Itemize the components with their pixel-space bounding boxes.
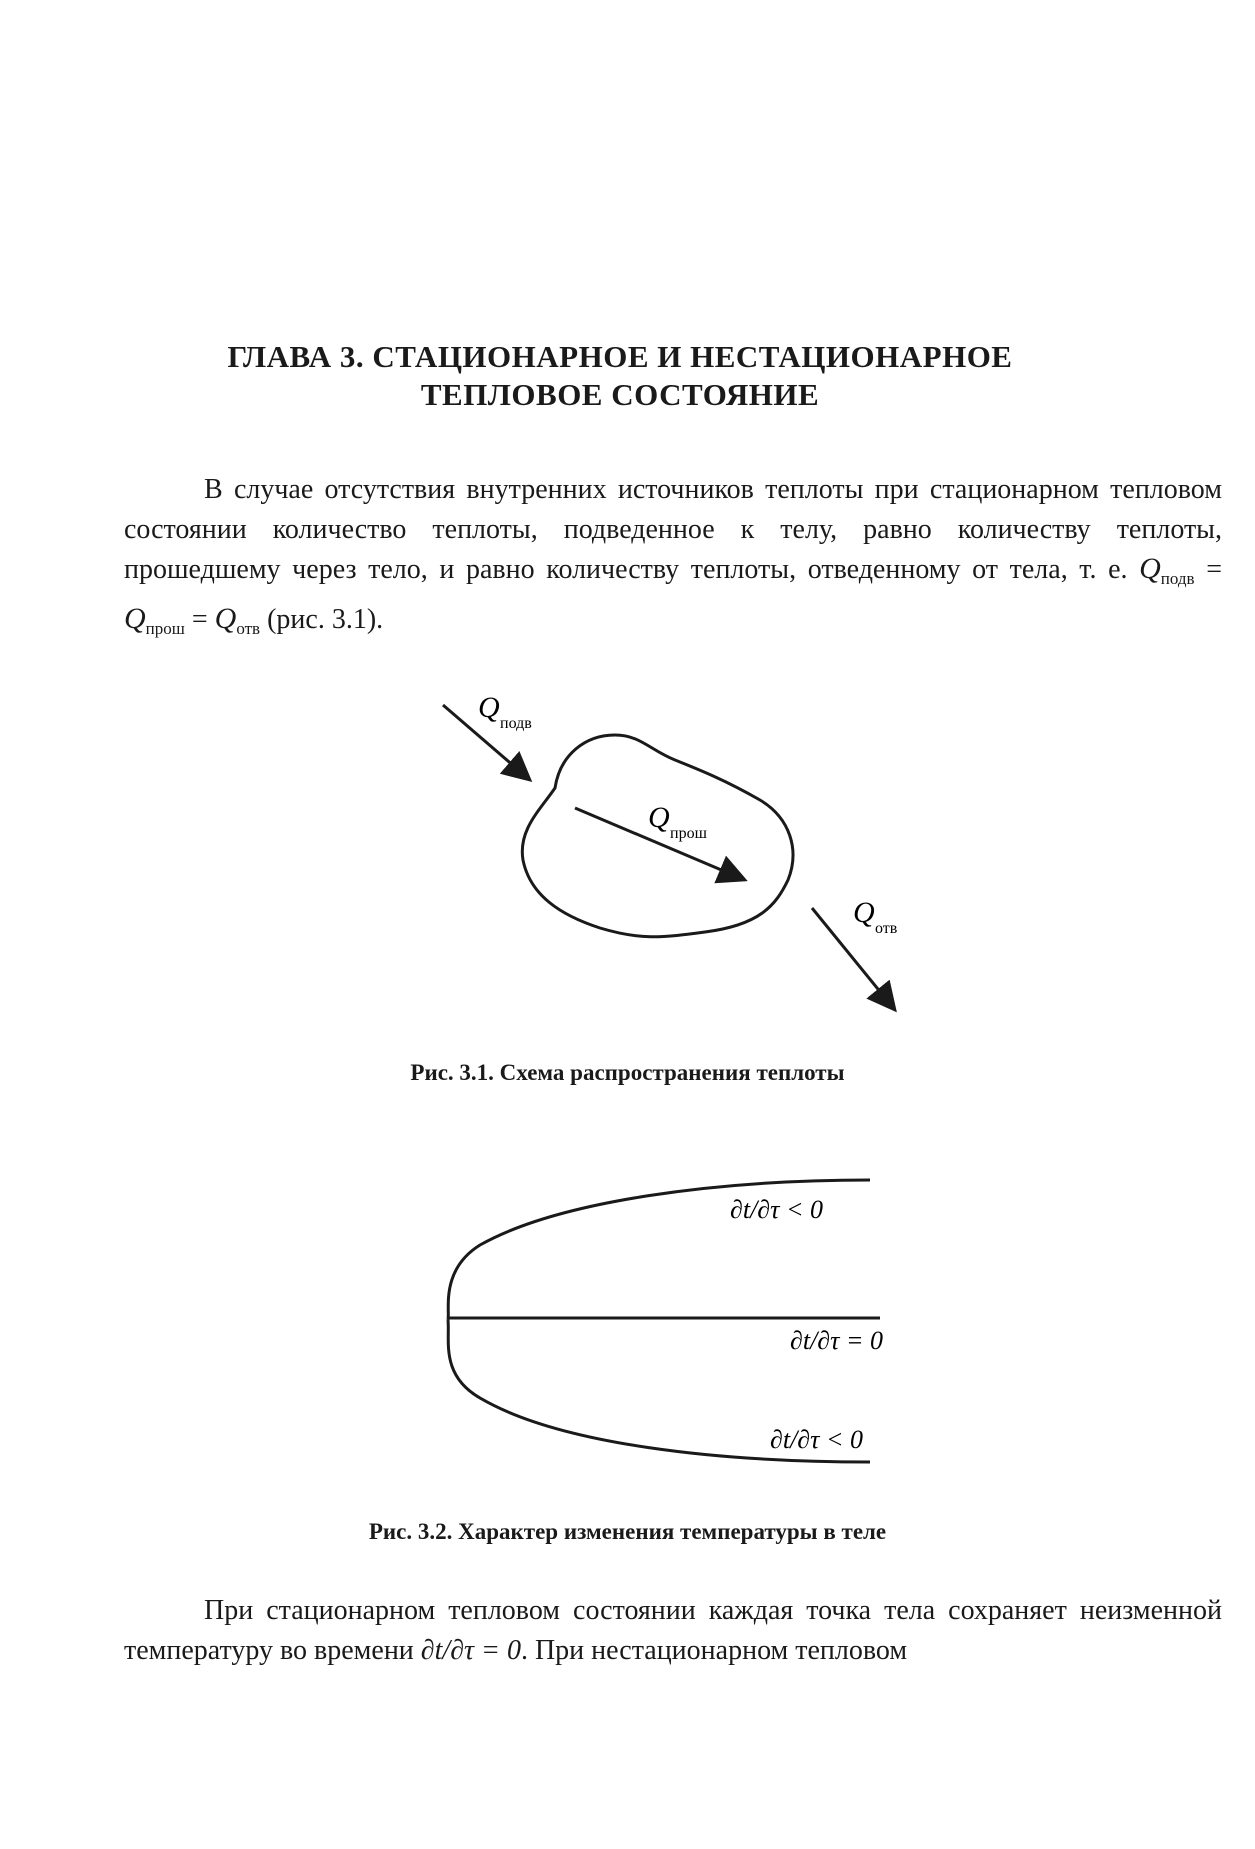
- label-q-otv-symbol: Q: [853, 896, 875, 929]
- paragraph-2-text-start: При стационарном тепловом состоянии каждая точка тела сохраняет неизменной температуру во времени: [124, 1595, 1222, 1666]
- paragraph-2-text-end: . При нестационарном тепловом: [520, 1634, 908, 1666]
- chapter-title-line1: ГЛАВА 3. СТАЦИОНАРНОЕ И НЕСТАЦИОНАРНОЕ: [227, 339, 1013, 374]
- label-q-prosh-sub: прош: [670, 825, 707, 842]
- label-q-otv-sub: отв: [875, 920, 898, 937]
- paragraph-2: [124, 1591, 1222, 1670]
- equation-q-podv: $Q_{подв}$: [1139, 552, 1195, 588]
- body-outline: [522, 735, 793, 937]
- figure-reference: (рис. 3.1).: [267, 603, 384, 635]
- figure-2-caption: Рис. 3.2. Характер изменения температуры в теле: [368, 1519, 887, 1544]
- label-q-podv-symbol: Q: [478, 691, 500, 724]
- label-q-prosh-symbol: Q: [648, 801, 670, 834]
- label-q-podv-sub: подв: [500, 715, 532, 732]
- figure-1-caption: Рис. 3.1. Схема распространения теплоты: [410, 1060, 845, 1085]
- label-derivative-middle: ∂t/∂τ = 0: [790, 1326, 883, 1355]
- equation-q-prosh: $Q_{прош}$: [124, 601, 185, 638]
- paragraph-1-text: В случае отсутствия внутренних источников теплоты при стационарном тепловом состоянии количество теплоты, подведенное к телу, равно количеству теплоты, прошедшему через тело, и равно количеству теплоты, отведенному от тела, т. е.: [124, 474, 1222, 585]
- equals-sign: =: [191, 603, 208, 635]
- label-derivative-bottom: ∂t/∂τ < 0: [770, 1425, 863, 1454]
- equation-q-otv: $Q_{отв}$: [214, 601, 261, 638]
- label-derivative-top: ∂t/∂τ < 0: [730, 1195, 823, 1224]
- chapter-title-line2: ТЕПЛОВОЕ СОСТОЯНИЕ: [420, 377, 820, 412]
- paragraph-2-formula: ∂t/∂τ = 0: [420, 1634, 521, 1666]
- equals-sign: =: [1206, 554, 1223, 585]
